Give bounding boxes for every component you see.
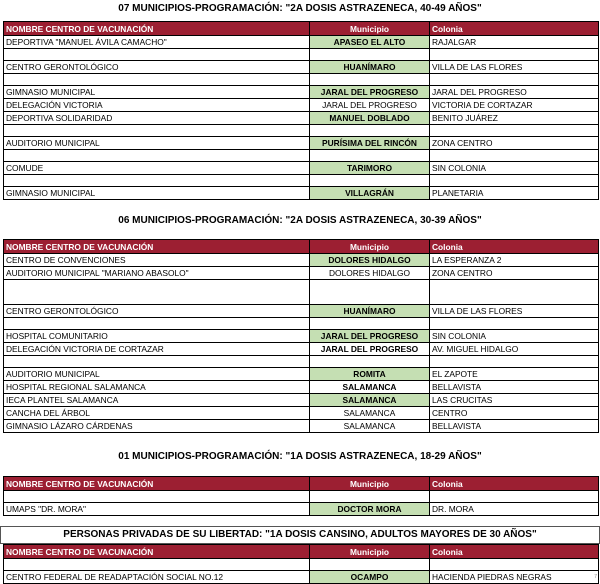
header-municipio: Municipio <box>310 477 430 491</box>
municipio-cell: VILLAGRÁN <box>310 187 430 200</box>
colonia-cell: VILLA DE LAS FLORES <box>430 61 599 74</box>
colonia-cell: PLANETARIA <box>430 187 599 200</box>
municipio-cell: HUANÍMARO <box>310 305 430 318</box>
center-name: CENTRO DE CONVENCIONES <box>4 254 310 267</box>
table-row <box>4 503 599 516</box>
municipio-cell: JARAL DEL PROGRESO <box>310 343 430 356</box>
colonia-cell: SIN COLONIA <box>430 330 599 343</box>
section-3-title: 01 MUNICIPIOS-PROGRAMACIÓN: "1A DOSIS ASTRAZENECA, 18-29 AÑOS" <box>118 451 482 462</box>
colonia-cell: AV. MIGUEL HIDALGO <box>430 343 599 356</box>
colonia-cell: LA ESPERANZA 2 <box>430 254 599 267</box>
center-name: DELEGACIÓN VICTORIA <box>4 99 310 112</box>
center-name: IECA PLANTEL SALAMANCA <box>4 394 310 407</box>
table-row <box>4 330 599 343</box>
colonia-cell: HACIENDA PIEDRAS NEGRAS <box>430 571 599 584</box>
header-municipio: Municipio <box>310 240 430 254</box>
center-name: DELEGACIÓN VICTORIA DE CORTAZAR <box>4 343 310 356</box>
header-colonia: Colonia <box>430 22 599 36</box>
center-name: GIMNASIO MUNICIPAL <box>4 187 310 200</box>
table-header-row <box>4 240 599 254</box>
municipio-cell: PURÍSIMA DEL RINCÓN <box>310 137 430 150</box>
table-row <box>4 112 599 125</box>
spacer-row <box>4 74 599 86</box>
page-mark: 7 <box>594 574 597 580</box>
table-row <box>4 36 599 49</box>
table-row <box>4 254 599 267</box>
header-colonia: Colonia <box>430 545 599 559</box>
table-row <box>4 162 599 175</box>
municipio-cell: ROMITA <box>310 368 430 381</box>
table-row <box>4 267 599 280</box>
table-row <box>4 420 599 433</box>
section-2-title: 06 MUNICIPIOS-PROGRAMACIÓN: "2A DOSIS ASTRAZENECA, 30-39 AÑOS" <box>118 215 482 226</box>
municipio-cell: TARIMORO <box>310 162 430 175</box>
colonia-cell: ZONA CENTRO <box>430 137 599 150</box>
spacer-row <box>4 150 599 162</box>
spacer-row <box>4 280 599 305</box>
center-name: HOSPITAL REGIONAL SALAMANCA <box>4 381 310 394</box>
center-name: CENTRO FEDERAL DE READAPTACIÓN SOCIAL NO.12 <box>4 571 310 584</box>
municipio-cell: SALAMANCA <box>310 394 430 407</box>
table-header-row <box>4 477 599 491</box>
center-name: CANCHA DEL ÁRBOL <box>4 407 310 420</box>
table-row <box>4 86 599 99</box>
spacer-row <box>4 175 599 187</box>
table-row <box>4 394 599 407</box>
municipio-cell: SALAMANCA <box>310 381 430 394</box>
section-4-table <box>3 544 599 584</box>
colonia-cell: CENTRO <box>430 407 599 420</box>
table-header-row <box>4 545 599 559</box>
municipio-cell: DOLORES HIDALGO <box>310 254 430 267</box>
colonia-cell: VILLA DE LAS FLORES <box>430 305 599 318</box>
spacer-row <box>4 125 599 137</box>
colonia-cell: JARAL DEL PROGRESO <box>430 86 599 99</box>
colonia-cell: VICTORIA DE CORTAZAR <box>430 99 599 112</box>
header-center: NOMBRE CENTRO DE VACUNACIÓN <box>4 22 310 36</box>
table-row <box>4 61 599 74</box>
center-name: AUDITORIO MUNICIPAL <box>4 368 310 381</box>
center-name: UMAPS "DR. MORA" <box>4 503 310 516</box>
table-row <box>4 407 599 420</box>
municipio-cell: OCAMPO <box>310 571 430 584</box>
colonia-cell: BELLAVISTA <box>430 420 599 433</box>
section-1-table <box>3 21 599 200</box>
colonia-cell: SIN COLONIA <box>430 162 599 175</box>
table-row <box>4 137 599 150</box>
header-center: NOMBRE CENTRO DE VACUNACIÓN <box>4 545 310 559</box>
table-row <box>4 343 599 356</box>
center-name: GIMNASIO MUNICIPAL <box>4 86 310 99</box>
municipio-cell: APASEO EL ALTO <box>310 36 430 49</box>
spacer-row <box>4 49 599 61</box>
spacer-row <box>4 559 599 571</box>
section-1-title: 07 MUNICIPIOS-PROGRAMACIÓN: "2A DOSIS ASTRAZENECA, 40-49 AÑOS" <box>118 3 482 14</box>
header-municipio: Municipio <box>310 545 430 559</box>
center-name: COMUDE <box>4 162 310 175</box>
center-name: HOSPITAL COMUNITARIO <box>4 330 310 343</box>
municipio-cell: JARAL DEL PROGRESO <box>310 99 430 112</box>
colonia-cell: LAS CRUCITAS <box>430 394 599 407</box>
header-municipio: Municipio <box>310 22 430 36</box>
header-colonia: Colonia <box>430 240 599 254</box>
section-2-table <box>3 239 599 433</box>
header-center: NOMBRE CENTRO DE VACUNACIÓN <box>4 240 310 254</box>
center-name: AUDITORIO MUNICIPAL <box>4 137 310 150</box>
center-name: DEPORTIVA SOLIDARIDAD <box>4 112 310 125</box>
section-3-table <box>3 476 599 516</box>
municipio-cell: SALAMANCA <box>310 407 430 420</box>
municipio-cell: HUANÍMARO <box>310 61 430 74</box>
center-name: CENTRO GERONTOLÓGICO <box>4 61 310 74</box>
center-name: GIMNASIO LÁZARO CÁRDENAS <box>4 420 310 433</box>
colonia-cell: BELLAVISTA <box>430 381 599 394</box>
municipio-cell: SALAMANCA <box>310 420 430 433</box>
table-header-row <box>4 22 599 36</box>
header-center: NOMBRE CENTRO DE VACUNACIÓN <box>4 477 310 491</box>
center-name: AUDITORIO MUNICIPAL "MARIANO ABASOLO" <box>4 267 310 280</box>
table-row <box>4 368 599 381</box>
spacer-row <box>4 491 599 503</box>
spacer-row <box>4 318 599 330</box>
section-4-title: PERSONAS PRIVADAS DE SU LIBERTAD: "1A DOSIS CANSINO, ADULTOS MAYORES DE 30 AÑOS" <box>0 526 600 544</box>
municipio-cell: JARAL DEL PROGRESO <box>310 86 430 99</box>
center-name: CENTRO GERONTOLÓGICO <box>4 305 310 318</box>
spacer-row <box>4 356 599 368</box>
table-row <box>4 305 599 318</box>
center-name: DEPORTIVA "MANUEL ÁVILA CAMACHO" <box>4 36 310 49</box>
table-row <box>4 187 599 200</box>
colonia-cell: EL ZAPOTE <box>430 368 599 381</box>
municipio-cell: DOLORES HIDALGO <box>310 267 430 280</box>
colonia-cell: RAJALGAR <box>430 36 599 49</box>
municipio-cell: DOCTOR MORA <box>310 503 430 516</box>
table-row <box>4 381 599 394</box>
colonia-cell: BENITO JUÁREZ <box>430 112 599 125</box>
municipio-cell: JARAL DEL PROGRESO <box>310 330 430 343</box>
header-colonia: Colonia <box>430 477 599 491</box>
municipio-cell: MANUEL DOBLADO <box>310 112 430 125</box>
colonia-cell: DR. MORA <box>430 503 599 516</box>
colonia-cell: ZONA CENTRO <box>430 267 599 280</box>
table-row <box>4 99 599 112</box>
